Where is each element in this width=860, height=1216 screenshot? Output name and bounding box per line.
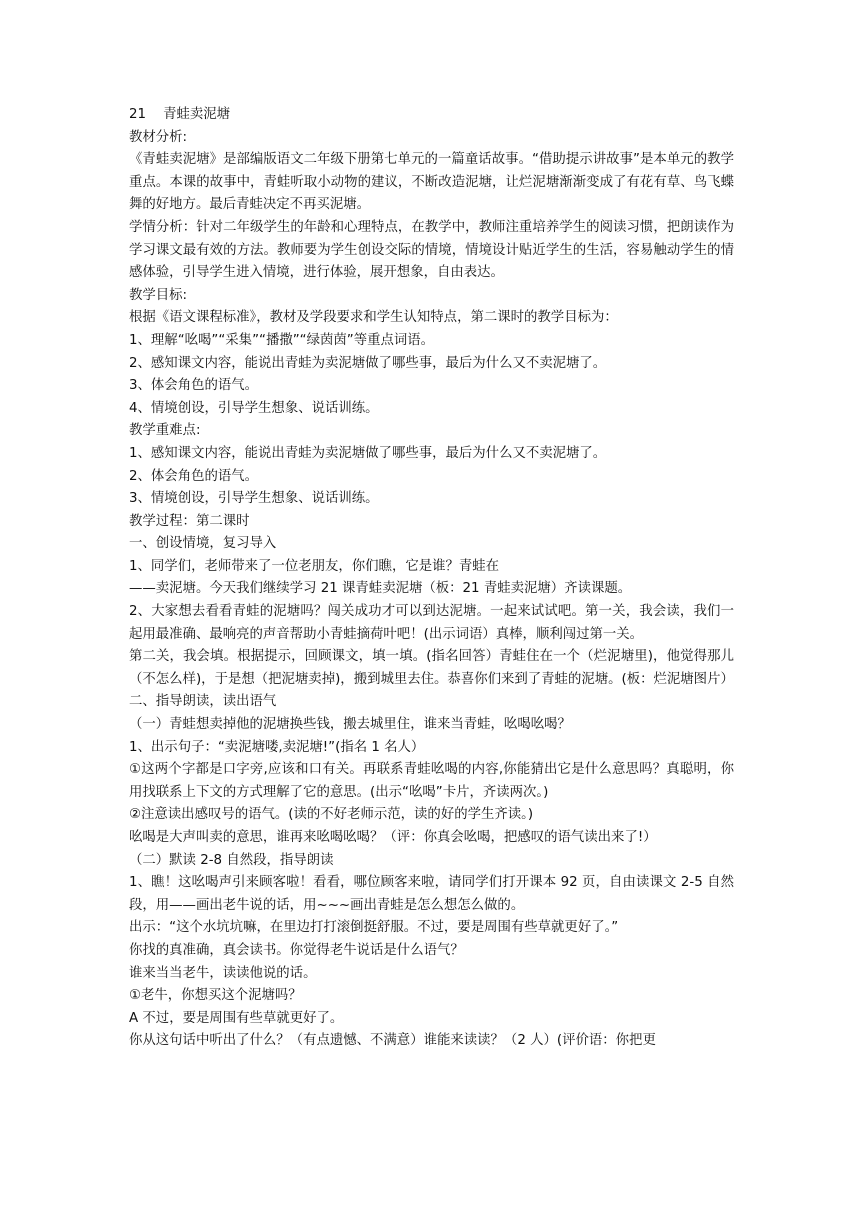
paragraph: 1、感知课文内容，能说出青蛙为卖泥塘做了哪些事，最后为什么又不卖泥塘了。 bbox=[129, 445, 607, 461]
paragraph: A 不过，要是周围有些草就更好了。 bbox=[129, 1010, 344, 1026]
paragraph: 2、体会角色的语气。 bbox=[129, 468, 259, 484]
paragraph: 教学过程：第二课时 bbox=[129, 513, 250, 529]
paragraph: 《青蛙卖泥塘》是部编版语文二年级下册第七单元的一篇童话故事。“借助提示讲故事”是本单元的教学重点。本课的故事中，青蛙听取小动物的建议，不断改造泥塘，让烂泥塘渐渐变成了有花有草、鸟飞蝶舞的好地方。最后青蛙决定不再买泥塘。 bbox=[129, 152, 734, 213]
paragraph: 你找的真准确，真会读书。你觉得老牛说话是什么语气？ bbox=[129, 942, 464, 958]
paragraph: 2、大家想去看看青蛙的泥塘吗？闯关成功才可以到达泥塘。一起来试试吧。第一关，我会读，我们一起用最准确、最响亮的声音帮助小青蛙摘荷叶吧！(出示词语）真棒，顺利闯过第一关。 bbox=[129, 604, 734, 642]
paragraph: ①老牛，你想买这个泥塘吗？ bbox=[129, 988, 302, 1004]
document-page bbox=[129, 104, 734, 1053]
paragraph: 2、感知课文内容，能说出青蛙为卖泥塘做了哪些事，最后为什么又不卖泥塘了。 bbox=[129, 355, 607, 371]
paragraph: 谁来当当老牛，读读他说的话。 bbox=[129, 965, 317, 981]
paragraph: （一）青蛙想卖掉他的泥塘换些钱，搬去城里住，谁来当青蛙，吆喝吆喝？ bbox=[129, 717, 571, 733]
paragraph: 你从这句话中听出了什么？（有点遗憾、不满意）谁能来读读？（2 人）(评价语：你把更 bbox=[129, 1033, 656, 1049]
paragraph: 3、体会角色的语气。 bbox=[129, 378, 259, 394]
paragraph: 教学目标: bbox=[129, 287, 188, 303]
paragraph: ①这两个字都是口字旁,应该和口有关。再联系青蛙吆喝的内容,你能猜出它是什么意思吗？真聪明，你用找联系上下文的方式理解了它的意思。(出示“吆喝”卡片，齐读两次。) bbox=[129, 762, 734, 800]
paragraph: 二、指导朗读，读出语气 bbox=[129, 694, 277, 710]
paragraph: 吆喝是大声叫卖的意思，谁再来吆喝吆喝？（评：你真会吆喝，把感叹的语气读出来了!） bbox=[129, 830, 657, 845]
paragraph: ——卖泥塘。今天我们继续学习 21 课青蛙卖泥塘（板：21 青蛙卖泥塘）齐读课题。 bbox=[129, 581, 632, 597]
paragraph: 根据《语文课程标准》，教材及学段要求和学生认知特点，第二课时的教学目标为： bbox=[129, 310, 618, 326]
paragraph: 第二关，我会填。根据提示，回顾课文，填一填。(指名回答）青蛙住在一个（烂泥塘里)，他觉得那儿（不怎么样)，于是想（把泥塘卖掉)，搬到城里去住。恭喜你们来到了青蛙的泥塘。(板：烂泥塘图片） bbox=[129, 649, 734, 687]
paragraph: 1、瞧！这吆喝声引来顾客啦！看看，哪位顾客来啦，请同学们打开课本 92 页，自由读课文 2-5 自然段，用——画出老牛说的话，用~~~画出青蛙是怎么想怎么做的。 bbox=[129, 875, 734, 913]
paragraph: 学情分析：针对二年级学生的年龄和心理特点，在教学中，教师注重培养学生的阅读习惯，把朗读作为学习课文最有效的方法。教师要为学生创设交际的情境，情境设计贴近学生的生活，容易触动学生的情感体验，引导学生进入情境，进行体验，展开想象，自由表达。 bbox=[129, 219, 734, 281]
paragraph: 4、情境创设，引导学生想象、说话训练。 bbox=[129, 400, 379, 416]
paragraph: （二）默读 2-8 自然段，指导朗读 bbox=[129, 852, 334, 868]
paragraph: 1、出示句子：“卖泥塘喽,卖泥塘!”(指名 1 名人） bbox=[129, 739, 425, 755]
paragraph: 3、情境创设，引导学生想象、说话训练。 bbox=[129, 491, 379, 507]
lesson-title: 21 青蛙卖泥塘 bbox=[129, 107, 231, 122]
paragraph: 教材分析: bbox=[129, 129, 188, 145]
paragraph: 出示：“这个水坑坑嘛，在里边打打滚倒挺舒服。不过，要是周围有些草就更好了。” bbox=[129, 920, 619, 936]
paragraph: 1、理解“吆喝”“采集”“播撒”“绿茵茵”等重点词语。 bbox=[129, 332, 435, 348]
paragraph: 一、创设情境，复习导入 bbox=[129, 536, 277, 552]
paragraph: ②注意读出感叹号的语气。(读的不好老师示范，读的好的学生齐读。) bbox=[129, 807, 534, 823]
paragraph: 1、同学们，老师带来了一位老朋友，你们瞧，它是谁？青蛙在 bbox=[129, 558, 500, 574]
paragraph: 教学重难点: bbox=[129, 423, 201, 439]
